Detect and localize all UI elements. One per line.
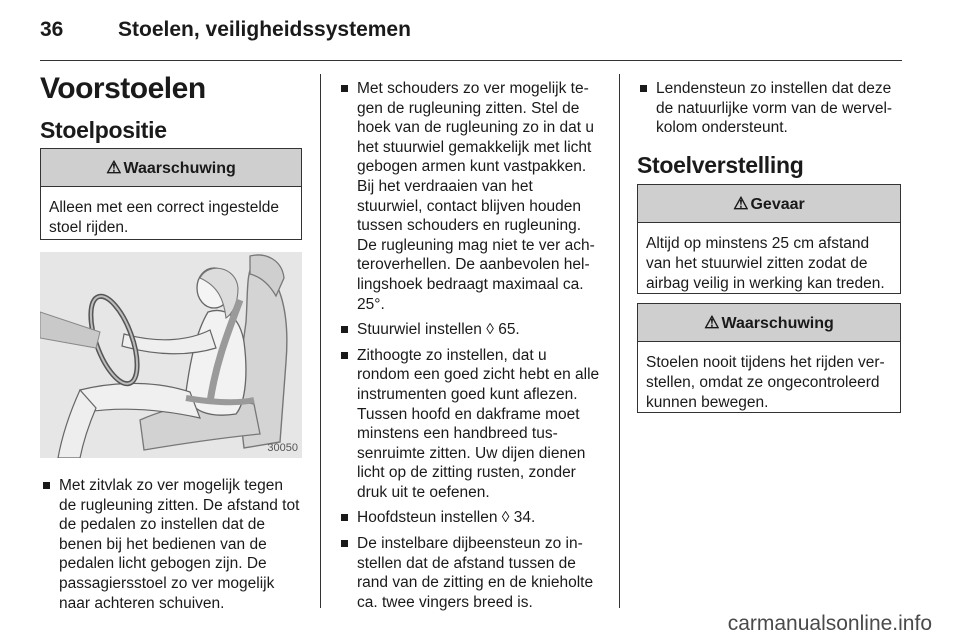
warning-text: Alleen met een correct ingestelde stoel rijden. [49,199,280,236]
list-item [338,320,602,340]
list-item [338,79,602,314]
list-item [637,79,901,138]
bullet-icon [43,482,50,489]
danger-title: Gevaar [750,196,805,213]
page-heading: Voorstoelen [40,72,206,105]
list-item [338,534,602,612]
list-item-text: Stuurwiel instellen ◊ 65. [357,321,520,339]
danger-box [637,184,901,294]
bullet-icon [341,540,348,547]
warning-title: Waarschuwing [721,315,834,332]
warning-icon: ⚠ [704,313,720,332]
page-header [0,0,960,62]
warning-icon: ⚠ [106,158,122,177]
header-divider [40,60,902,61]
warning-header [41,149,301,187]
subheading-stoelverstelling: Stoelverstelling [637,152,804,178]
warning-icon: ⚠ [733,194,749,213]
list-item [338,508,602,528]
driver-seat-drawing [40,252,302,458]
list-item-text: De instelbare dijbeensteun zo instellen dat de afstand tussen de rand van de zitting en de knieholte ca. twee vingers breed is. [357,535,594,611]
bullet-icon [341,514,348,521]
danger-text: Altijd op minstens 25 cm afstand van het stuurwiel zitten zodat de airbag veilig in werking kan treden. [646,235,885,292]
seat-position-illustration [40,252,302,458]
section-title: Stoelen, veiligheidssystemen [118,18,411,41]
figure-code: 30050 [267,442,298,454]
list-item-text: Zithoogte zo instellen, dat u rondom een goed zicht hebt en alle instrumenten goed kunt aflezen. Tussen hoofd en dakframe moet minstens een handbreed tussenruimte zitten. Uw dijen dienen licht op de zitting rusten, zonder druk uit te oefenen. [357,346,600,501]
bullet-icon [341,352,348,359]
list-item-text: Hoofdsteun instellen ◊ 34. [357,509,536,527]
list-item [40,476,304,613]
warning-box [40,148,302,240]
col2-bullet-list [338,79,602,618]
subheading-stoelpositie: Stoelpositie [40,117,167,143]
bullet-icon [640,85,647,92]
bullet-icon [341,85,348,92]
column-divider-1 [320,74,321,608]
warning-header [638,304,900,342]
warning-title: Waarschuwing [123,160,236,177]
column-divider-2 [619,74,620,608]
warning-box-seat-adjust [637,303,901,413]
watermark: carmanualsonline.info [727,612,932,635]
col3-bullet-list [637,79,901,144]
list-item-text: Met zitvlak zo ver mogelijk tegen de rugleuning zitten. De afstand tot de pedalen zo instellen dat de benen bij het bedienen van de pedalen licht gebogen zijn. De passagiersstoel zo ver mogelijk naar achteren schuiven. [59,477,300,612]
col1-bullet-list [40,476,304,619]
list-item-text: Met schouders zo ver mogelijk tegen de rugleuning zitten. Stel de hoek van de rugleuning zo in dat u het stuurwiel gemakkelijk met licht gebogen armen kunt vastpakken. Bij het verdraaien van het stuurwiel, contact blijven houden tussen schouders en rugleuning. De rugleuning mag niet te ver achteroverhellen. De aanbevolen hellingshoek bedraagt maximaal ca. 25°. [357,80,595,313]
list-item [338,346,602,503]
page-number: 36 [40,18,64,41]
bullet-icon [341,326,348,333]
list-item-text: Lendensteun zo instellen dat deze de natuurlijke vorm van de wervelkolom ondersteunt. [656,80,893,137]
danger-header [638,185,900,223]
warning-text: Stoelen nooit tijdens het rijden verstellen, omdat ze ongecontroleerd kunnen bewegen. [646,354,885,411]
